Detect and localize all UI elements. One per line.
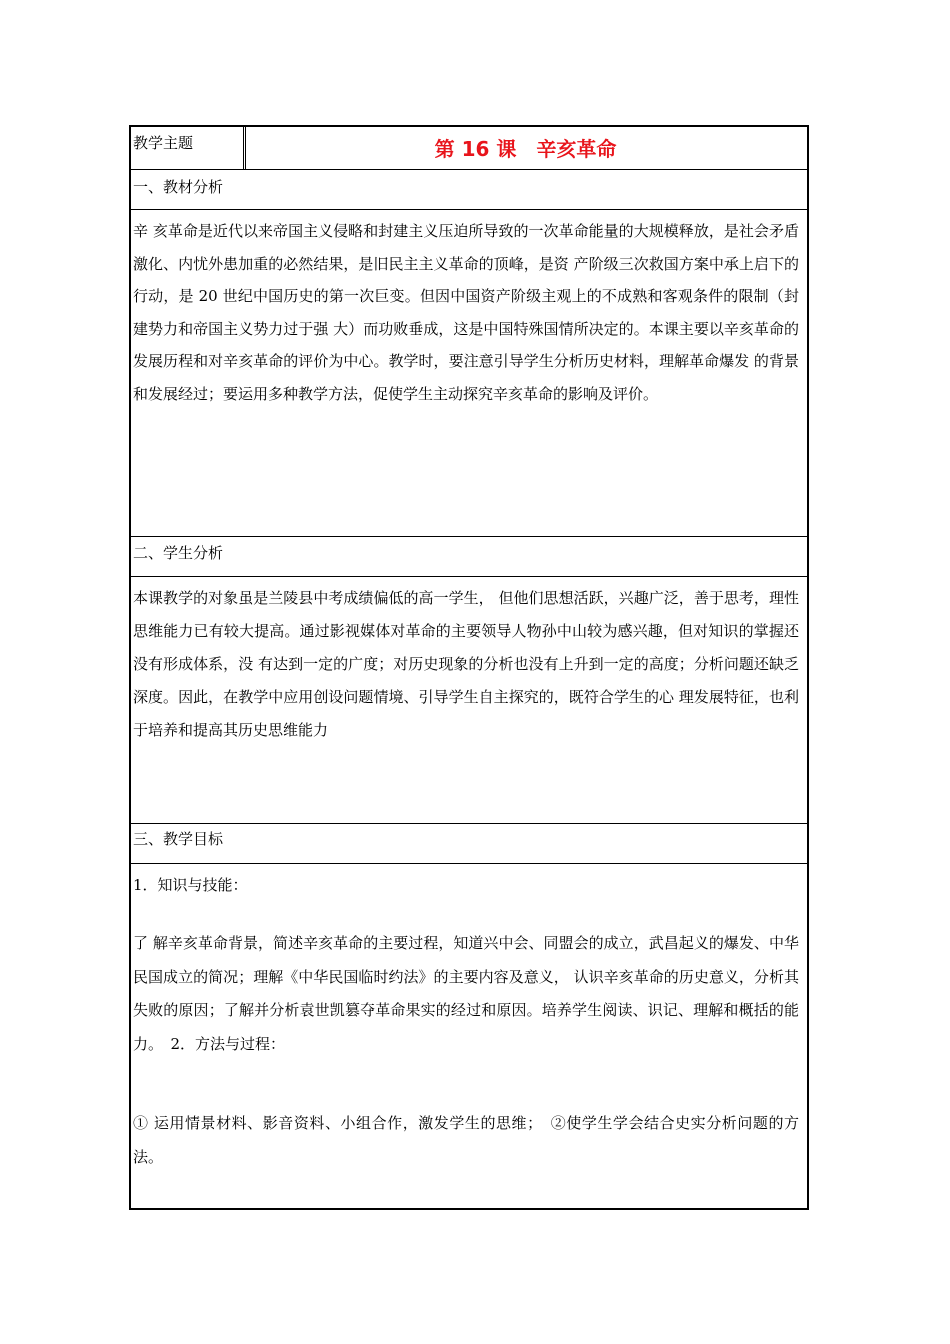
row-divider	[131, 209, 807, 210]
lesson-title: 第 16 课 辛亥革命	[434, 137, 617, 161]
objective-knowledge-text: 了 解辛亥革命背景，简述辛亥革命的主要过程，知道兴中会、同盟会的成立，武昌起义的爆发、中华民国成立的简况；理解《中华民国临时约法》的主要内容及意义， 认识辛亥革命的历史意义，分析其失败的原因；了解并分析袁世凯篡夺革命果实的经过和原因。培养学生阅读、识记、理解和概括的能力。 2．方法与过程：	[133, 934, 799, 1053]
row-divider	[131, 823, 807, 824]
objective-method-text: ① 运用情景材料、影音资料、小组合作，激发学生的思维； ②使学生学会结合史实分析问题的方法。	[133, 1114, 799, 1166]
student-analysis-text: 本课教学的对象虽是兰陵县中考成绩偏低的高一学生， 但他们思想活跃，兴趣广泛，善于思考，理性思维能力已有较大提高。通过影视媒体对革命的主要领导人物孙中山较为感兴趣，但对知识的掌握还没有形成体系，没 有达到一定的广度；对历史现象的分析也没有上升到一定的高度；分析问题还缺乏深度。因此，在教学中应用创设问题情境、引导学生自主探究的，既符合学生的心 理发展特征，也利于培养和提高其历史思维能力	[133, 589, 799, 739]
objective-knowledge-heading: 1．知识与技能：	[133, 876, 248, 894]
section-heading-students: 二、学生分析	[133, 544, 224, 562]
row-divider	[131, 576, 807, 577]
section-heading-objectives: 三、教学目标	[133, 830, 224, 848]
row-divider	[131, 863, 807, 864]
section-heading-materials: 一、教材分析	[133, 178, 224, 196]
row-divider	[131, 169, 807, 170]
lesson-plan-table	[129, 125, 809, 1210]
row-divider	[131, 536, 807, 537]
topic-label: 教学主题	[133, 134, 194, 152]
materials-analysis-text: 辛 亥革命是近代以来帝国主义侵略和封建主义压迫所导致的一次革命能量的大规模释放，是社会矛盾激化、内忧外患加重的必然结果，是旧民主主义革命的顶峰，是资 产阶级三次救国方案中承上启下的行动，是 20 世纪中国历史的第一次巨变。但因中国资产阶级主观上的不成熟和客观条件的限制（封建势力和帝国主义势力过于强 大）而功败垂成，这是中国特殊国情所决定的。本课主要以辛亥革命的发展历程和对辛亥革命的评价为中心。教学时，要注意引导学生分析历史材料，理解革命爆发 的背景和发展经过；要运用多种教学方法，促使学生主动探究辛亥革命的影响及评价。	[133, 222, 799, 403]
